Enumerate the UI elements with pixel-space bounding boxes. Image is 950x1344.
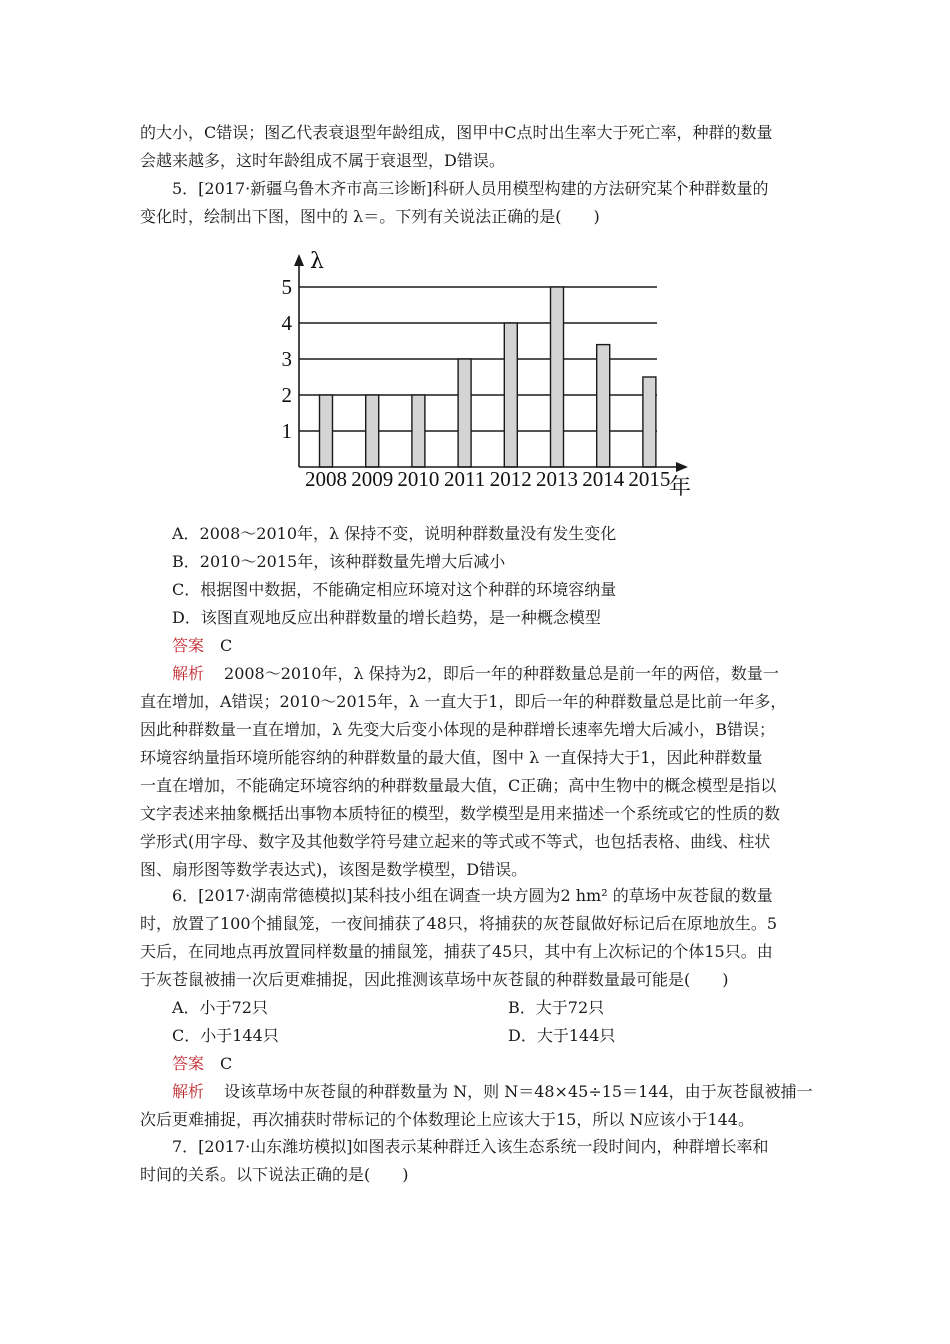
answer-6 [172, 1054, 852, 1074]
answer-label: 答案 [172, 636, 205, 655]
x-tick-label: 2013 [536, 467, 578, 491]
x-tick-label: 2008 [305, 467, 347, 491]
explanation-label: 解析 [172, 664, 205, 683]
question-7-stem: 时间的关系。以下说法正确的是( ) [140, 1165, 409, 1184]
y-axis-label: λ [310, 249, 324, 274]
y-tick-label: 4 [281, 311, 292, 335]
question-6-stem: 于灰苍鼠被捕一次后更难捕捉，因此推测该草场中灰苍鼠的种群数量最可能是( ) [140, 970, 729, 989]
option-d: D．大于144只 [508, 1026, 616, 1045]
option-c: C．根据图中数据，不能确定相应环境对这个种群的环境容纳量 [172, 580, 617, 599]
text-line: 的大小，C错误；图乙代表衰退型年龄组成，图甲中C点时出生率大于死亡率，种群的数量 [140, 123, 773, 142]
bar-2014 [597, 345, 610, 467]
y-tick-label: 5 [281, 275, 292, 299]
question-5-stem: 5．[2017·新疆乌鲁木齐市高三诊断]科研人员用模型构建的方法研究某个种群数量的 [172, 179, 769, 198]
y-tick-label: 1 [281, 419, 292, 443]
explanation-5-line: 直在增加，A错误；2010～2015年，λ 一直大于1，即后一年的种群数量总是比前一年多， [140, 692, 787, 711]
explanation-5-line: 环境容纳量指环境所能容纳的种群数量的最大值，图中 λ 一直保持大于1，因此种群数量 [140, 748, 763, 767]
question-6-stem: 天后，在同地点再放置同样数量的捕鼠笼，捕获了45只，其中有上次标记的个体15只。由 [140, 942, 773, 961]
option-a: A．2008～2010年，λ 保持不变，说明种群数量没有发生变化 [172, 524, 617, 543]
bar-2013 [551, 287, 564, 467]
answer-value: C [220, 636, 233, 655]
answer-5 [172, 636, 852, 656]
x-tick-label: 2011 [443, 467, 486, 491]
explanation-label: 解析 [172, 1082, 205, 1101]
x-tick-label: 2012 [489, 467, 532, 491]
x-tick-label: 2014 [582, 467, 625, 491]
bar-2011 [458, 359, 471, 467]
option-b: B．2010～2015年，该种群数量先增大后减小 [172, 552, 506, 571]
option-d: D．该图直观地反应出种群数量的增长趋势，是一种概念模型 [172, 608, 601, 627]
explanation-5-line: 学形式(用字母、数字及其他数学符号建立起来的等式或不等式，也包括表格、曲线、柱状 [140, 832, 771, 851]
bar-2015 [643, 377, 656, 467]
text-line: 会越来越多，这时年龄组成不属于衰退型，D错误。 [140, 151, 505, 170]
option-c: C．小于144只 [172, 1026, 279, 1045]
explanation-text: 2008～2010年，λ 保持为2，即后一年的种群数量总是前一年的两倍，数量一 [224, 664, 779, 683]
question-6-stem: 6．[2017·湖南常德模拟]某科技小组在调查一块方圆为2 hm² 的草场中灰苍鼠的数量 [172, 886, 773, 905]
explanation-6-line: 次后更难捕捉，再次捕获时带标记的个体数理论上应该大于15，所以 N应该小于144。 [140, 1110, 754, 1129]
bar-2010 [412, 395, 425, 467]
question-7-stem: 7．[2017·山东潍坊模拟]如图表示某种群迁入该生态系统一段时间内，种群增长率和 [172, 1137, 769, 1156]
option-a: A．小于72只 [172, 998, 268, 1017]
x-tick-label: 2010 [397, 467, 440, 491]
explanation-5-line: 文字表述来抽象概括出事物本质特征的模型，数学模型是用来描述一个系统或它的性质的数 [140, 804, 781, 823]
y-tick-label: 2 [281, 383, 292, 407]
answer-label: 答案 [172, 1054, 205, 1073]
explanation-5-line: 图、扇形图等数学表达式)，该图是数学模型，D错误。 [140, 860, 528, 879]
lambda-bar-chart [262, 236, 720, 518]
explanation-text: 设该草场中灰苍鼠的种群数量为 N，则 N＝48×45÷15＝144，由于灰苍鼠被捕一 [224, 1082, 813, 1101]
bar-2009 [366, 395, 379, 467]
explanation-5-line: 因此种群数量一直在增加，λ 先变大后变小体现的是种群增长速率先增大后减小，B错误； [140, 720, 775, 739]
bar-2012 [504, 323, 517, 467]
chart-svg [262, 236, 720, 518]
question-5-stem: 变化时，绘制出下图，图中的 λ＝。下列有关说法正确的是( ) [140, 207, 600, 226]
y-tick-label: 3 [281, 347, 292, 371]
explanation-5-line [172, 664, 852, 684]
x-axis-label: 年 [669, 475, 692, 500]
explanation-5-line: 一直在增加，不能确定环境容纳的种群数量最大值，C正确；高中生物中的概念模型是指以 [140, 776, 777, 795]
question-6-stem: 时，放置了100个捕鼠笼，一夜间捕获了48只，将捕获的灰苍鼠做好标记后在原地放生。5 [140, 914, 778, 933]
x-tick-label: 2009 [351, 467, 394, 491]
bar-2008 [320, 395, 333, 467]
option-b: B．大于72只 [508, 998, 605, 1017]
x-tick-label: 2015 [628, 467, 671, 491]
explanation-6-line [172, 1082, 852, 1102]
answer-value: C [220, 1054, 233, 1073]
